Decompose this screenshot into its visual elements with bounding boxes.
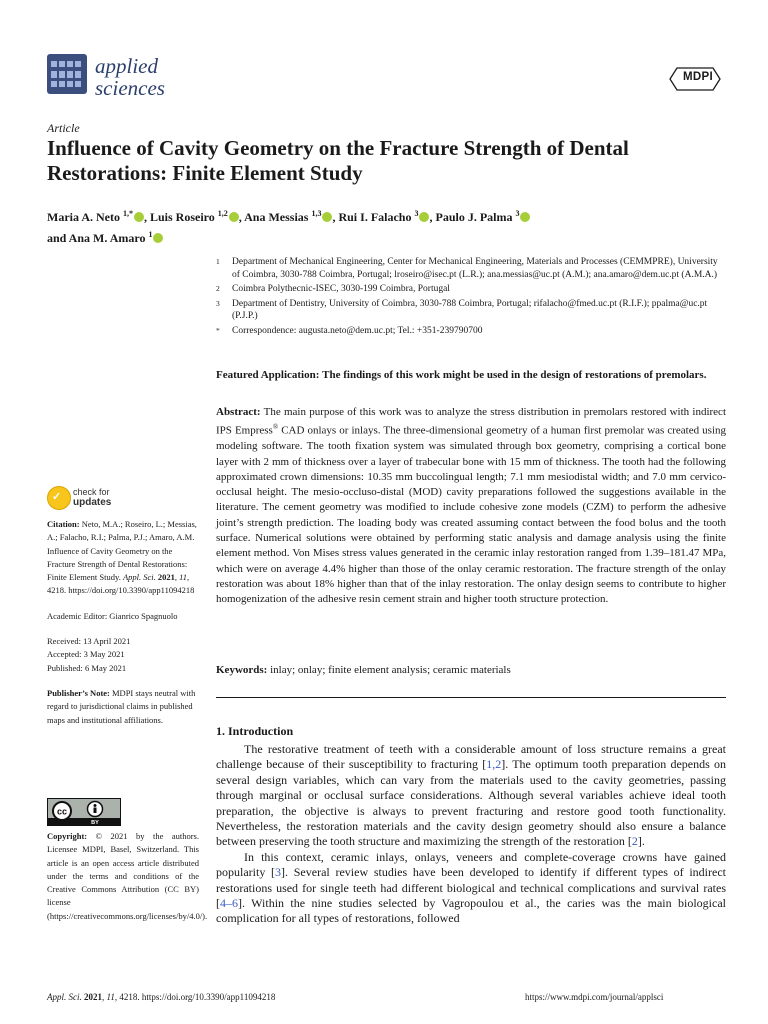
footer-doi: , 4218. https://doi.org/10.3390/app11094218 [114,992,276,1002]
abstract-text-continued: CAD onlays or inlays. The three-dimensional geometry of a human first premolar was created using modeling software. The tooth fixation system was simulated through box geometry, comprising a cortical bone layer with 2 mm of thickness over a layer of trabecular bone with 15 mm of thickness. The tooth had the following approximated crown dimensions: 10.35 mm buccolingual length; 7.1 mm mesiodistal width; and 7.0 mm cervico-occlusal height. The mesio-occluso-distal (MOD) cavity preparations followed the suggestions available in the literature. The cement geometry was modified to include cohesive zone models (CZM) to perform the adhesive joint’s strength prediction. The loading body was created assuming contact between the food bolus and the tooth surface. Numerical solutions were obtained by performing static analysis and damage analysis using the finite element method. Von Mises stress values generated in the ceramic inlay restoration ranged from 1.39–181.47 MPa, which were on average 4.4% higher than those of the onlay ceramic restoration. The fracture strength of the onlay restoration was about 18% higher than that of the inlay restoration. The onlay design seems to contribute to higher homogenization of the adhesive resin cement strain and higher tooth structure protection. [216,424,727,606]
author-sup: 1,2 [217,209,228,218]
paragraph-text: ]. The optimum tooth preparation depends on several design variables, which can vary from the materials used to the cavity geometries, passing through marginal or occlusal surface considerations. Although several variables achieve ideal tooth preparation, the objective is always to prevent fracturing and restore good tooth functionality. Nevertheless, the restoration materials and the cavity design geometry should also ensure a balance between preserving the tooth structure and maximizing the strength of the restoration [ [216,757,726,849]
citation-label: Citation: [47,519,80,529]
footer-citation [47,992,275,1002]
citation-journal: Appl. Sci. [122,572,156,583]
paragraph [216,742,726,850]
keywords-text: inlay; onlay; finite element analysis; ceramic materials [270,664,511,676]
paragraph [216,850,726,927]
affiliation-row [216,325,726,338]
dates-block [47,635,199,675]
svg-text:BY: BY [91,820,99,825]
featured-label: Featured Application: [216,369,320,381]
publisher-note [47,687,199,727]
article-info-sidebar [47,518,199,739]
journal-name-line2: sciences [95,76,165,100]
orcid-icon[interactable] [134,212,144,222]
academic-editor: Academic Editor: Gianrico Spagnuolo [47,610,178,621]
paragraph-text: The restorative treatment of teeth with a considerable amount of loss structure remains a great challenge because of their susceptibility to fracturing [ [216,742,726,772]
author-sep: , [429,210,436,224]
author-list [47,205,727,247]
author-sup: 1,3 [311,209,322,218]
orcid-icon[interactable] [229,212,239,222]
paragraph-text: ]. Several review studies have been developed to identify if different types of indirect restorations used for single teeth had different biological and technical complications and survival rates [ [216,865,726,911]
author-name: Ana Messias [244,210,309,224]
paragraph-text: ]. [637,834,645,849]
abstract-text: The main purpose of this work was to analyze the stress distribution in premolars restored with indirect IPS Empress [216,406,726,437]
publisher-note-label: Publisher’s Note: [47,687,110,698]
paragraph-text: In this context, ceramic inlays, onlays, veneers and complete-coverage crowns have gained popularity [ [216,849,726,880]
affiliation-mark: 3 [216,298,220,308]
affiliation-row [216,283,726,296]
author-sup: 1 [148,230,153,239]
copyright-notice [47,830,208,923]
affiliation-mark: 1 [216,257,220,266]
author-sup: 3 [414,209,419,218]
keywords [216,664,726,676]
paragraph-text: ]. Within the nine studies selected by Vagropoulou et al., the caries was the main biological complication for all types of restorations, followed [216,896,726,926]
author-name: Maria A. Neto [47,210,120,224]
affiliation-text: Department of Dentistry, University of Coimbra, 3030-788 Coimbra, Portugal; rifalacho@fmed.uc.pt (R.I.F.); ppalma@uc.pt (P.J.P.) [232,298,708,321]
introduction-body [216,742,726,927]
author-sep: , [238,210,245,224]
svg-text:cc: cc [56,806,68,817]
orcid-icon[interactable] [520,212,530,222]
author-name: Luis Roseiro [149,210,215,224]
citation-text: Neto, M.A.; Roseiro, L.; Messias, A.; Falacho, R.I.; Palma, P.J.; Amaro, A.M. Influence of Cavity Geometry on the Fracture Strength of Dental Restorations: Finite Element Study. [47,519,197,583]
footer-year: 2021 [81,992,102,1002]
orcid-icon[interactable] [153,233,163,243]
affiliation-mark: * [216,325,220,335]
author-sep: , [332,210,339,224]
affiliation-row [216,298,726,323]
affiliation-text: Department of Mechanical Engineering, Center for Mechanical Engineering, Materials and Processes (CEMMPRE), University of Coimbra, 3030-788 Coimbra, Portugal; lroseiro@isec.pt (L.R.); ana.messias@uc.pt (A.M.); ana.amaro@dem.uc.pt (A.M.A.) [232,257,718,280]
copyright-label: Copyright: [47,831,88,841]
featured-text: The findings of this work might be used in the design of restorations of premolars. [322,369,707,381]
author-sep: , [143,210,150,224]
published-date: Published: 6 May 2021 [47,662,127,673]
affiliation-text: Correspondence: augusta.neto@dem.uc.pt; Tel.: +351-239790700 [232,325,483,336]
journal-logo [47,54,87,94]
journal-name-line1: applied [95,54,158,78]
checkmark-icon: ✓ [52,491,62,503]
cc-by-logo [48,799,120,825]
author-sup: 1,* [122,209,133,218]
section-divider [216,697,726,698]
accepted-date: Accepted: 3 May 2021 [47,649,125,660]
keywords-label: Keywords: [216,664,268,676]
check-for-updates-badge[interactable] [47,486,157,512]
citation-year: 2021 [155,572,175,583]
cc-by-license-icon[interactable] [47,798,121,826]
featured-application [216,368,726,383]
citation-volume: , 11 [174,572,188,583]
citation-link[interactable]: 3 [275,865,282,880]
publisher-name: MDPI [683,71,713,83]
citation-link[interactable]: 2 [631,834,638,849]
journal-name [95,55,165,99]
author-sup: 3 [515,209,520,218]
section-heading: 1. Introduction [216,724,294,738]
author-name: Rui I. Falacho [338,210,412,224]
copyright-text: © 2021 by the authors. Licensee MDPI, Basel, Switzerland. This article is an open access article distributed under the terms and conditions of the Creative Commons Attribution (CC BY) license (https://creativecommons.org/licenses/by/4.0/). [47,831,208,921]
registered-mark: ® [272,423,279,432]
badge-line2: updates [73,497,112,508]
footer-volume: , 11 [102,992,115,1002]
article-type: Article [47,121,80,135]
article-title: Influence of Cavity Geometry on the Fracture Strength of Dental Restorations: Finite Element Study [47,136,629,185]
journal-logo-icon [47,54,87,94]
citation-link[interactable]: 4–6 [220,896,238,911]
affiliation-row [216,256,726,281]
footer-journal-url[interactable]: https://www.mdpi.com/journal/applsci [525,992,664,1002]
affiliations [216,256,726,339]
author-name: and Ana M. Amaro [47,231,146,245]
abstract [216,405,726,608]
orcid-icon[interactable] [322,212,332,222]
citation-doi: , 4218. https://doi.org/10.3390/app11094218 [47,572,195,596]
affiliation-text: Coimbra Polythecnic-ISEC, 3030-199 Coimbra, Portugal [232,284,450,294]
abstract-label: Abstract: [216,406,261,418]
citation-link[interactable]: 1,2 [486,757,502,772]
citation-block [47,518,199,598]
affiliation-mark: 2 [216,284,220,293]
received-date: Received: 13 April 2021 [47,636,131,647]
footer-journal: Appl. Sci. [47,992,82,1002]
publisher-note-text: MDPI stays neutral with regard to jurisdictional claims in published maps and institutional affiliations. [47,687,196,725]
orcid-icon[interactable] [419,212,429,222]
author-name: Paulo J. Palma [435,210,513,224]
badge-line1: check for [73,487,110,497]
